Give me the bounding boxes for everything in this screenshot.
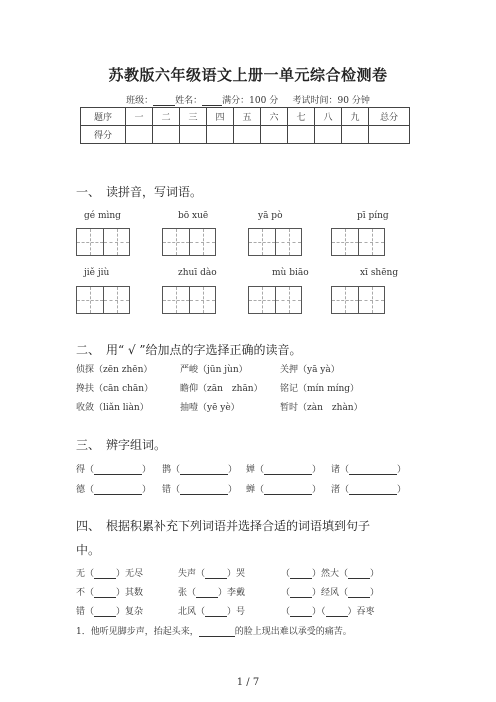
idiom-text: ）其数 <box>116 588 144 598</box>
name-label: 姓名： <box>175 96 203 106</box>
idiom-text: ）复杂 <box>116 607 144 617</box>
idiom-text: 无（ <box>76 569 95 579</box>
answer-blank[interactable] <box>94 569 116 579</box>
score-cell[interactable] <box>207 126 234 144</box>
exam-time: 考试时间：90 分钟 <box>292 96 370 106</box>
char-label: 蝉（ <box>246 485 265 495</box>
score-row-label: 得分 <box>81 126 126 144</box>
idiom-text: 不（ <box>76 588 95 598</box>
answer-blank[interactable] <box>180 465 228 475</box>
bracket-close: ） <box>228 485 238 495</box>
pinyin: pī píng <box>357 211 389 221</box>
writing-grid[interactable] <box>331 286 385 314</box>
idiom-text: ）经风（ <box>312 588 349 598</box>
idiom-item <box>178 585 245 598</box>
answer-blank[interactable] <box>349 465 397 475</box>
answer-blank[interactable] <box>180 485 228 495</box>
idiom-text: ）哭 <box>227 569 246 579</box>
score-col-header: 九 <box>342 108 369 126</box>
idiom-text: 错（ <box>76 607 95 617</box>
answer-blank[interactable] <box>290 607 312 617</box>
score-cell[interactable] <box>261 126 288 144</box>
score-cell[interactable] <box>369 126 410 144</box>
answer-blank[interactable] <box>349 485 397 495</box>
score-col-header: 题序 <box>81 108 126 126</box>
char-label: 渚（ <box>331 485 350 495</box>
score-col-header: 七 <box>288 108 315 126</box>
pronunciation-item[interactable]: 搀扶（cān chān） <box>76 384 154 394</box>
class-blank[interactable] <box>153 96 175 106</box>
idiom-text: ）吞枣 <box>347 607 375 617</box>
idiom-item <box>76 604 143 617</box>
answer-blank[interactable] <box>205 569 227 579</box>
writing-grid[interactable] <box>76 228 130 256</box>
pinyin: gé mìng <box>84 211 121 221</box>
page-title: 苏教版六年级语文上册一单元综合检测卷 <box>108 66 388 84</box>
idiom-text: 张（ <box>178 588 197 598</box>
idiom-text: 失声（ <box>178 569 206 579</box>
word-group-row <box>162 462 237 475</box>
score-col-header: 总分 <box>369 108 410 126</box>
grid-cell[interactable] <box>189 229 215 255</box>
class-label: 班级： <box>126 96 154 106</box>
pronunciation-item[interactable]: 暂时（zàn zhàn） <box>280 403 363 413</box>
score-cell[interactable] <box>180 126 207 144</box>
score-col-header: 五 <box>234 108 261 126</box>
pronunciation-item[interactable]: 铭记（mín míng） <box>280 384 360 394</box>
answer-blank[interactable] <box>94 588 116 598</box>
score-table-score-row <box>81 126 410 144</box>
score-cell[interactable] <box>234 126 261 144</box>
grid-cell[interactable] <box>77 229 103 255</box>
bracket-close: ） <box>142 485 152 495</box>
pronunciation-item[interactable]: 收敛（liǎn liàn） <box>76 403 149 413</box>
score-col-header: 六 <box>261 108 288 126</box>
page-number: 1 / 7 <box>236 677 260 688</box>
fill-sentence-1 <box>76 624 352 637</box>
score-table <box>80 107 410 144</box>
idiom-item <box>281 604 375 617</box>
grid-cell[interactable] <box>332 229 358 255</box>
idiom-text: （ <box>281 607 291 617</box>
grid-cell[interactable] <box>249 287 275 313</box>
word-group-row <box>162 482 237 495</box>
exam-info-line <box>0 93 496 106</box>
grid-cell[interactable] <box>77 287 103 313</box>
section4-heading: 四、 根据积累补充下列词语并选择合适的词语填到句子 <box>76 519 371 533</box>
char-label: 德（ <box>76 485 95 495</box>
writing-grid[interactable] <box>248 286 302 314</box>
answer-blank[interactable] <box>199 627 235 637</box>
word-group-row <box>331 482 406 495</box>
pronunciation-item[interactable]: 瞻仰（zān zhān） <box>180 384 263 394</box>
full-score: 满分：100 分 <box>222 96 279 106</box>
idiom-text: ）无尽 <box>116 569 144 579</box>
answer-blank[interactable] <box>94 465 142 475</box>
idiom-item <box>178 604 245 617</box>
answer-blank[interactable] <box>264 485 312 495</box>
sentence-text: 的脸上现出难以承受的痛苦。 <box>234 627 352 637</box>
word-group-row <box>76 462 151 475</box>
answer-blank[interactable] <box>196 588 218 598</box>
idiom-text: 北风（ <box>178 607 206 617</box>
section4-heading-cont: 中。 <box>76 543 101 557</box>
section2-heading: 二、 用“ √ ”给加点的字选择正确的读音。 <box>76 343 302 357</box>
bracket-close: ） <box>397 465 407 475</box>
pronunciation-item[interactable]: 抽噎（yē yè） <box>180 403 240 413</box>
bracket-close: ） <box>142 465 152 475</box>
answer-blank[interactable] <box>290 569 312 579</box>
score-col-header: 三 <box>180 108 207 126</box>
score-cell[interactable] <box>126 126 153 144</box>
grid-cell[interactable] <box>189 287 215 313</box>
idiom-text: ） <box>370 588 380 598</box>
score-cell[interactable] <box>153 126 180 144</box>
answer-blank[interactable] <box>326 607 348 617</box>
word-group-row <box>331 462 406 475</box>
idiom-text: ）号 <box>227 607 246 617</box>
grid-cell[interactable] <box>249 229 275 255</box>
bracket-close: ） <box>312 465 322 475</box>
idiom-item <box>281 585 379 598</box>
word-group-row <box>76 482 151 495</box>
name-blank[interactable] <box>202 96 222 106</box>
pinyin: jiě jiù <box>84 268 110 278</box>
pinyin: zhuī dào <box>178 268 217 278</box>
section1-heading: 一、 读拼音，写词语。 <box>76 185 203 199</box>
bracket-close: ） <box>312 485 322 495</box>
section3-heading: 三、 辨字组词。 <box>76 438 167 452</box>
grid-cell[interactable] <box>358 287 384 313</box>
writing-grid[interactable] <box>162 286 216 314</box>
pinyin: yā pò <box>258 211 283 221</box>
idiom-item <box>76 566 143 579</box>
writing-grid[interactable] <box>248 228 302 256</box>
pronunciation-item[interactable]: 关押（yā yà） <box>280 365 340 375</box>
answer-blank[interactable] <box>94 485 142 495</box>
pinyin: bō xuē <box>178 211 209 221</box>
idiom-text: ）李戴 <box>218 588 246 598</box>
score-col-header: 一 <box>126 108 153 126</box>
writing-grid[interactable] <box>162 228 216 256</box>
grid-cell[interactable] <box>332 287 358 313</box>
word-group-row <box>246 462 321 475</box>
pronunciation-item[interactable]: 严峻（jūn jùn） <box>180 365 248 375</box>
bracket-close: ） <box>228 465 238 475</box>
score-cell[interactable] <box>288 126 315 144</box>
score-col-header: 八 <box>315 108 342 126</box>
grid-cell[interactable] <box>103 229 129 255</box>
pinyin: mù biāo <box>272 268 309 278</box>
writing-grid[interactable] <box>331 228 385 256</box>
answer-blank[interactable] <box>348 588 370 598</box>
grid-cell[interactable] <box>275 229 301 255</box>
sentence-text: 1．他听见脚步声，抬起头来， <box>76 627 199 637</box>
char-label: 婵（ <box>246 465 265 475</box>
idiom-item <box>76 585 143 598</box>
grid-cell[interactable] <box>275 287 301 313</box>
idiom-item <box>281 566 379 579</box>
pinyin: xī shēng <box>360 268 399 278</box>
idiom-text: ）然大（ <box>312 569 349 579</box>
grid-cell[interactable] <box>358 229 384 255</box>
char-label: 得（ <box>76 465 95 475</box>
answer-blank[interactable] <box>264 465 312 475</box>
idiom-text: ） <box>370 569 380 579</box>
answer-blank[interactable] <box>348 569 370 579</box>
grid-cell[interactable] <box>163 229 189 255</box>
score-cell[interactable] <box>342 126 369 144</box>
score-table-header-row <box>81 108 410 126</box>
char-label: 诸（ <box>331 465 350 475</box>
word-group-row <box>246 482 321 495</box>
answer-blank[interactable] <box>94 607 116 617</box>
idiom-item <box>178 566 245 579</box>
score-col-header: 四 <box>207 108 234 126</box>
answer-blank[interactable] <box>205 607 227 617</box>
idiom-text: （ <box>281 569 291 579</box>
char-label: 鹊（ <box>162 465 181 475</box>
char-label: 错（ <box>162 485 181 495</box>
pronunciation-item[interactable]: 侦探（zēn zhēn） <box>76 365 153 375</box>
score-cell[interactable] <box>315 126 342 144</box>
answer-blank[interactable] <box>290 588 312 598</box>
grid-cell[interactable] <box>103 287 129 313</box>
grid-cell[interactable] <box>163 287 189 313</box>
idiom-text: （ <box>281 588 291 598</box>
score-col-header: 二 <box>153 108 180 126</box>
writing-grid[interactable] <box>76 286 130 314</box>
bracket-close: ） <box>397 485 407 495</box>
idiom-text: ）（ <box>312 607 326 617</box>
